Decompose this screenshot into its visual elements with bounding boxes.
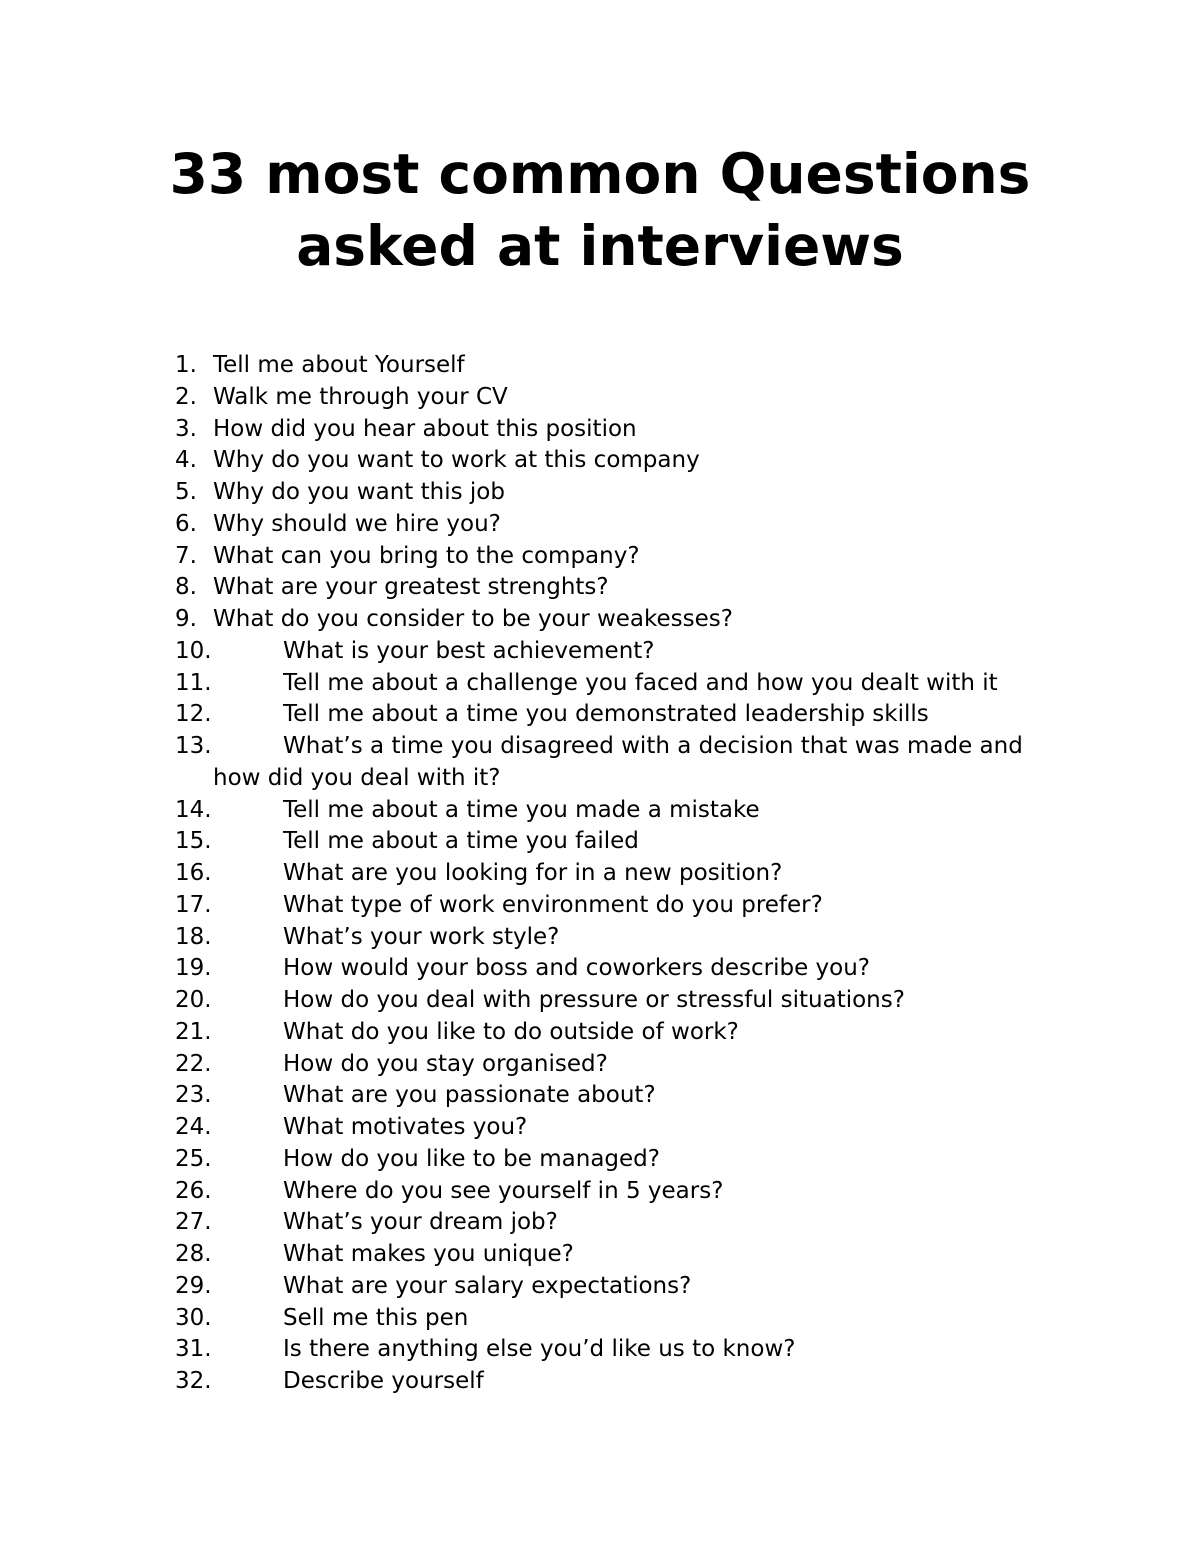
list-item <box>0 350 1200 382</box>
list-item <box>0 858 1200 890</box>
question-number: 17. <box>175 891 212 918</box>
list-item <box>0 445 1200 477</box>
list-item <box>0 699 1200 731</box>
question-text: How would your boss and coworkers describe you? <box>283 955 871 982</box>
question-text: What are your greatest strenghts? <box>213 574 609 601</box>
question-number: 3. <box>175 415 197 442</box>
list-item <box>0 1271 1200 1303</box>
question-number: 32. <box>175 1368 212 1394</box>
question-text: How did you hear about this position <box>213 415 637 442</box>
question-text: Why should we hire you? <box>213 510 501 537</box>
list-item <box>0 668 1200 700</box>
question-number: 14. <box>175 796 212 823</box>
title-line-2: asked at interviews <box>296 214 904 278</box>
question-text: Tell me about a time you demonstrated leadership skills <box>283 701 929 728</box>
question-text: Tell me about a challenge you faced and how you dealt with it <box>283 669 998 696</box>
list-item <box>0 1366 1200 1398</box>
list-item <box>0 477 1200 509</box>
question-text: How do you deal with pressure or stressful situations? <box>283 987 905 1013</box>
question-number: 31. <box>175 1336 212 1363</box>
list-item <box>0 1112 1200 1144</box>
question-number: 5. <box>175 479 197 505</box>
question-text-continuation: how did you deal with it? <box>213 764 501 791</box>
question-text: Where do you see yourself in 5 years? <box>283 1177 724 1204</box>
question-text: Is there anything else you’d like us to know? <box>283 1336 796 1363</box>
question-number: 18. <box>175 923 212 950</box>
question-number: 25. <box>175 1145 212 1172</box>
list-item <box>0 826 1200 858</box>
question-number: 20. <box>175 987 212 1013</box>
question-number: 16. <box>175 860 212 886</box>
question-text: What can you bring to the company? <box>213 542 640 569</box>
page-title <box>0 138 1200 282</box>
list-item <box>0 1303 1200 1335</box>
question-text: What’s your work style? <box>283 923 560 950</box>
question-number: 27. <box>175 1209 212 1236</box>
list-item <box>0 985 1200 1017</box>
question-number: 9. <box>175 606 197 632</box>
list-item <box>0 1144 1200 1176</box>
question-number: 21. <box>175 1018 212 1045</box>
question-text: What do you like to do outside of work? <box>283 1018 739 1045</box>
list-item <box>0 795 1200 827</box>
question-number: 13. <box>175 733 212 759</box>
question-text: Sell me this pen <box>283 1304 469 1331</box>
question-list <box>0 350 1200 1398</box>
question-text: What type of work environment do you prefer? <box>283 891 823 918</box>
question-number: 11. <box>175 669 212 696</box>
list-item <box>0 636 1200 668</box>
question-number: 30. <box>175 1304 212 1331</box>
list-item <box>0 1176 1200 1208</box>
question-text: Describe yourself <box>283 1368 484 1394</box>
list-item <box>0 953 1200 985</box>
list-item <box>0 414 1200 446</box>
list-item <box>0 1334 1200 1366</box>
question-text: Tell me about Yourself <box>213 352 465 378</box>
question-text: Why do you want this job <box>213 479 505 505</box>
list-item <box>0 604 1200 636</box>
list-item <box>0 1049 1200 1081</box>
question-number: 2. <box>175 383 197 410</box>
question-number: 22. <box>175 1050 212 1077</box>
question-text: Tell me about a time you failed <box>283 828 639 855</box>
question-text: What’s a time you disagreed with a decision that was made and <box>283 733 1023 759</box>
question-number: 24. <box>175 1114 212 1140</box>
list-item <box>0 890 1200 922</box>
question-text: What is your best achievement? <box>283 637 655 664</box>
question-number: 7. <box>175 542 197 569</box>
question-number: 19. <box>175 955 212 982</box>
question-number: 10. <box>175 637 212 664</box>
list-item <box>0 1239 1200 1271</box>
question-text: How do you like to be managed? <box>283 1145 660 1172</box>
question-number: 26. <box>175 1177 212 1204</box>
question-number: 15. <box>175 828 212 855</box>
question-text: What are you passionate about? <box>283 1082 656 1109</box>
question-number: 29. <box>175 1272 212 1299</box>
list-item <box>0 572 1200 604</box>
question-number: 12. <box>175 701 212 728</box>
question-number: 4. <box>175 447 197 474</box>
question-text: What are your salary expectations? <box>283 1272 692 1299</box>
title-line-1: 33 most common Questions <box>169 142 1031 206</box>
list-item <box>0 509 1200 541</box>
list-item <box>0 382 1200 414</box>
list-item <box>0 922 1200 954</box>
question-text: How do you stay organised? <box>283 1050 608 1077</box>
list-item <box>0 731 1200 795</box>
question-number: 8. <box>175 574 197 601</box>
question-text: Why do you want to work at this company <box>213 447 700 474</box>
question-text: What do you consider to be your weakesses? <box>213 606 733 632</box>
list-item <box>0 1017 1200 1049</box>
list-item <box>0 1207 1200 1239</box>
list-item <box>0 541 1200 573</box>
question-text: Walk me through your CV <box>213 383 508 410</box>
question-text: Tell me about a time you made a mistake <box>283 796 760 823</box>
question-number: 1. <box>175 352 197 378</box>
question-text: What are you looking for in a new position? <box>283 860 783 886</box>
question-text: What’s your dream job? <box>283 1209 558 1236</box>
question-text: What motivates you? <box>283 1114 528 1140</box>
question-number: 23. <box>175 1082 212 1109</box>
question-number: 6. <box>175 510 197 537</box>
list-item <box>0 1080 1200 1112</box>
question-text: What makes you unique? <box>283 1241 574 1267</box>
question-number: 28. <box>175 1241 212 1267</box>
